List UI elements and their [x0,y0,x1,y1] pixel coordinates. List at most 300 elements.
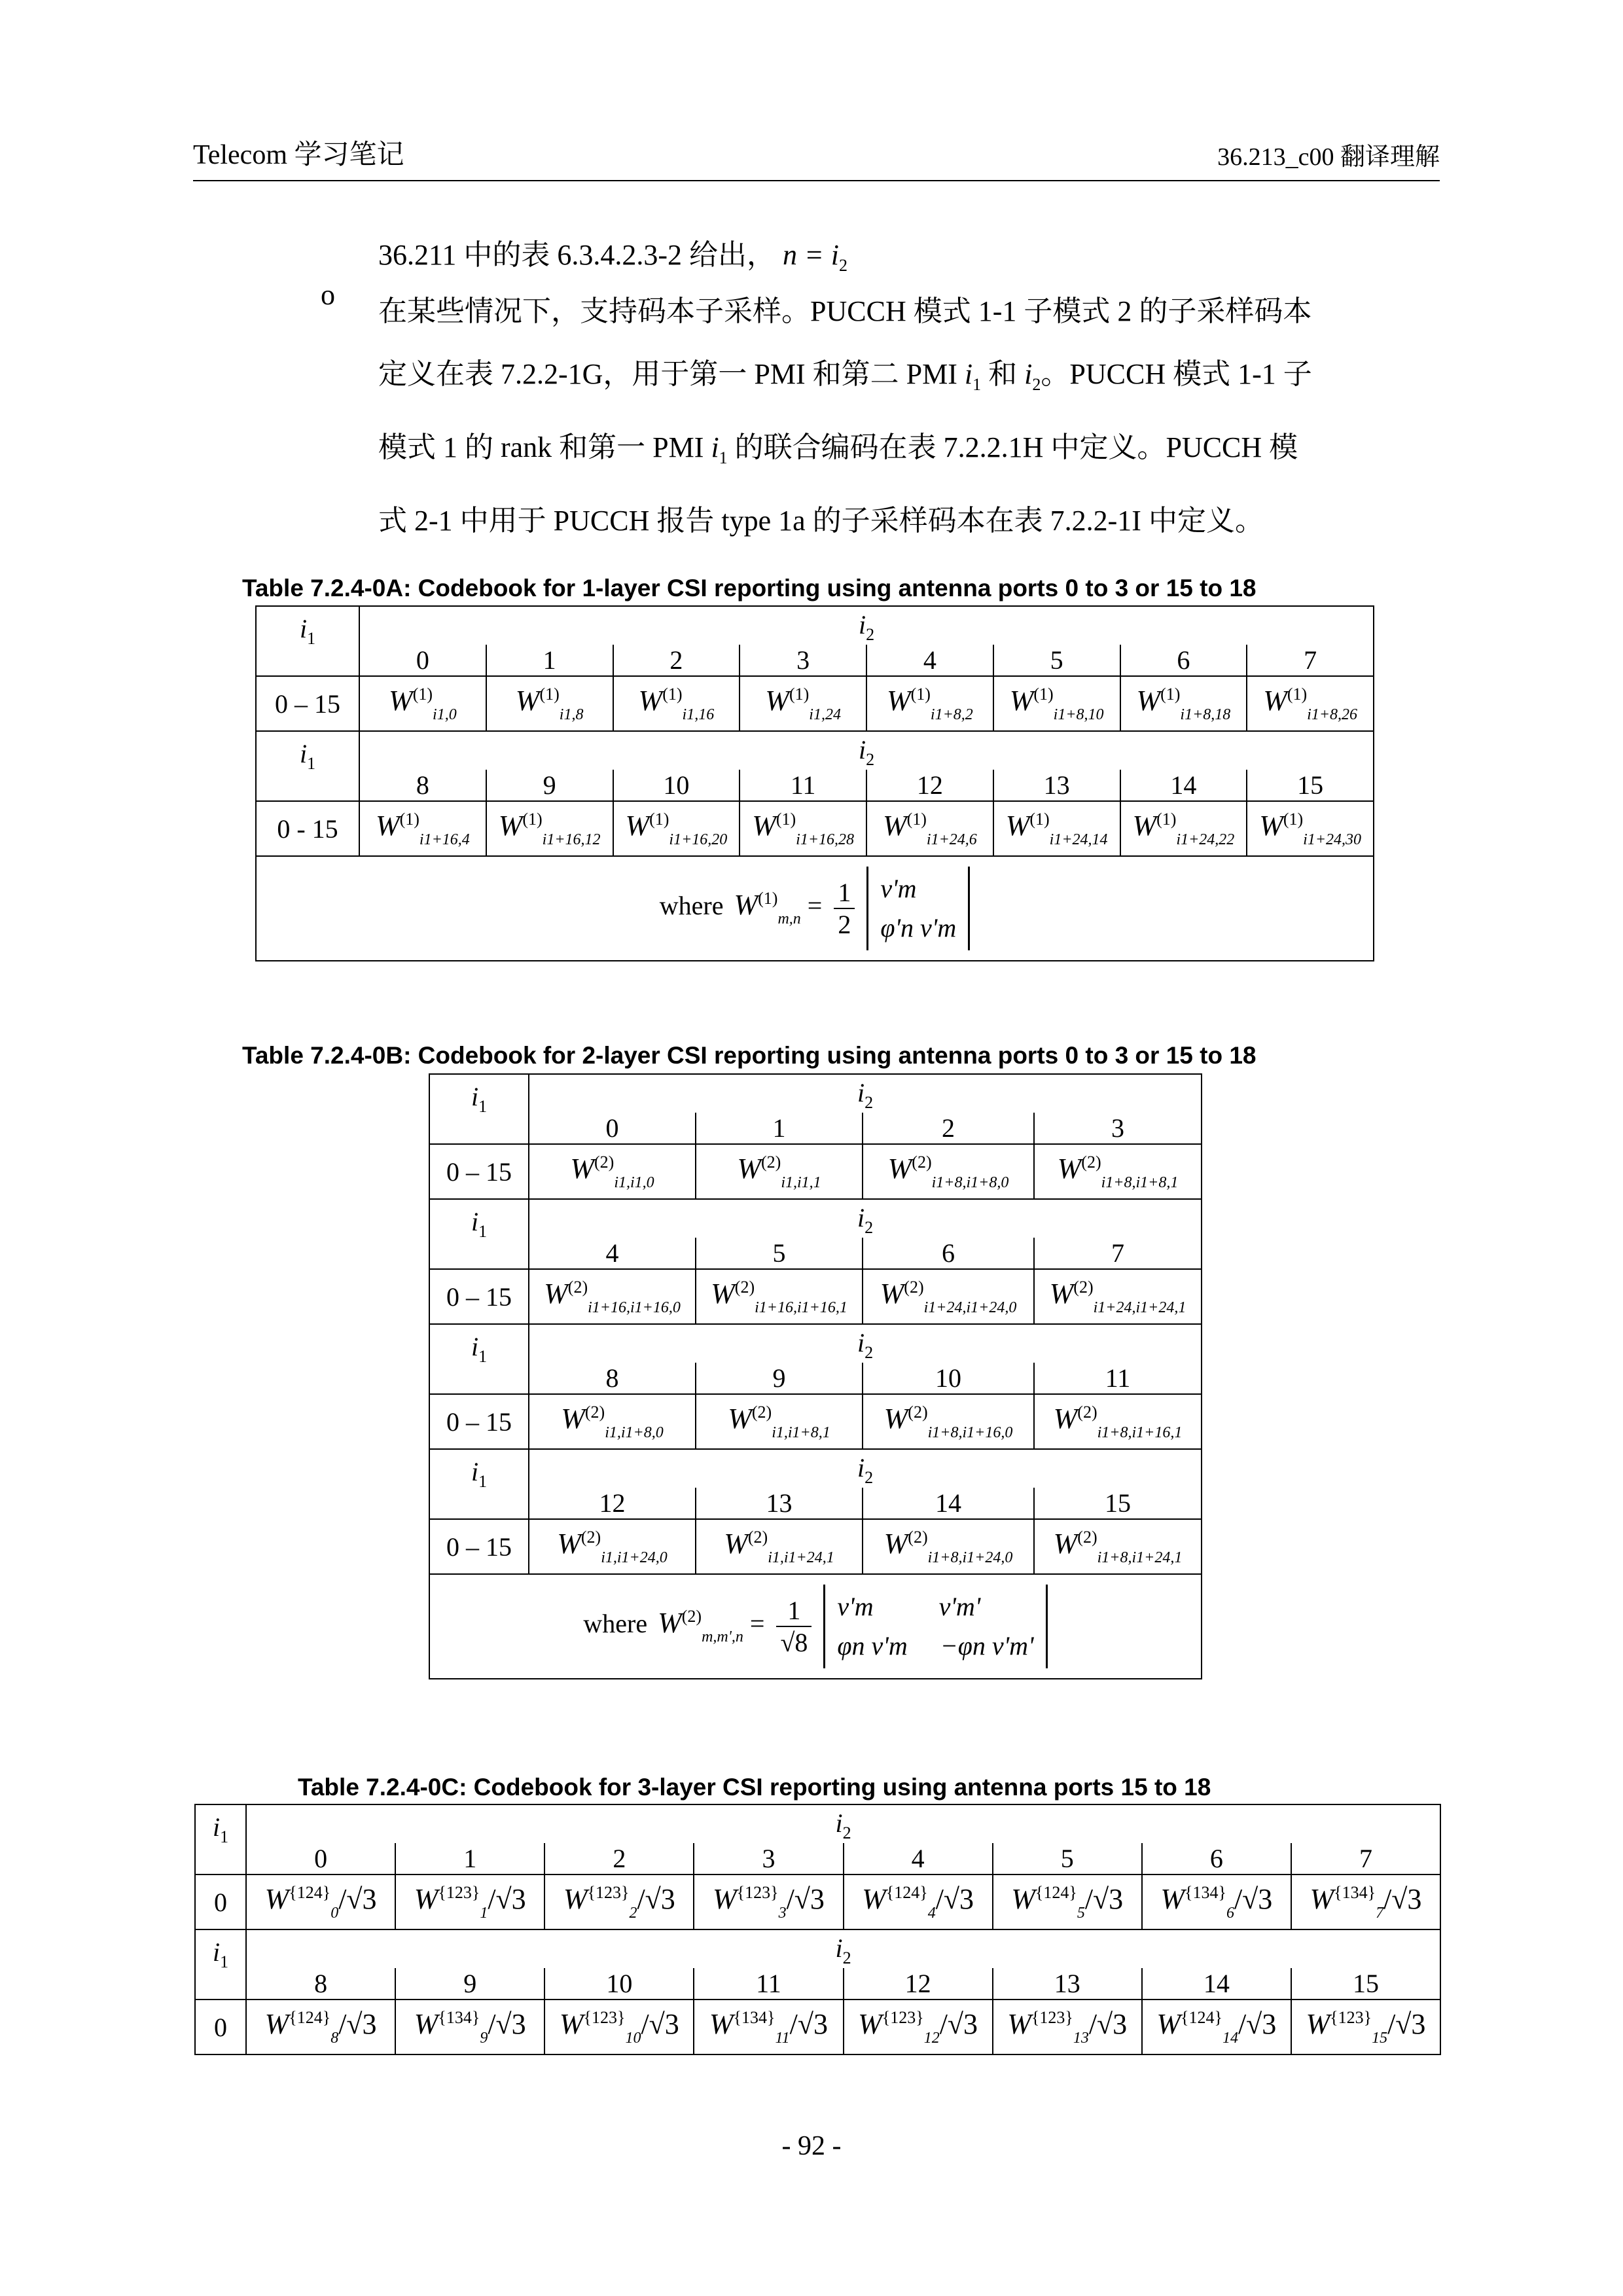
codeword-W: W [1057,1152,1082,1185]
i2-sub: 2 [865,1218,874,1237]
i1-range-cell: 0 – 15 [429,1144,529,1199]
codeword-sub: 0 [330,1904,339,1922]
codeword-sup: (1) [1033,684,1054,704]
para2-c-i1-sub: 1 [719,448,728,467]
codeword-cell [529,1144,696,1199]
codeword-sup: (1) [1283,809,1304,829]
codeword-sup: {124} [289,1882,331,1902]
codeword [570,1152,654,1191]
codeword-sub: 10 [625,2029,641,2047]
codeword-sup: (2) [912,1152,932,1172]
codeword-sub: 14 [1222,2029,1238,2047]
i2-index-cell: 0 [246,1843,395,1874]
codeword-sup: (1) [539,684,560,704]
index-row [429,1488,1202,1519]
codeword-sup: {134} [438,2007,480,2027]
i2-letter: i [857,1203,865,1232]
i1-label [299,739,316,773]
codeword-sup: (1) [789,684,810,704]
codeword [375,809,470,848]
i2-index-cell: 1 [486,645,613,676]
codeword-sub: 1 [480,1904,488,1922]
codeword [1259,809,1362,848]
where-matrix [866,867,970,950]
codeword-sup: {123} [583,2007,626,2027]
codeword [1136,684,1231,723]
i2-index-cell: 15 [1247,770,1374,801]
codeword [709,2007,829,2047]
i1-label [212,1812,229,1846]
codeword-cell [1142,1874,1291,1929]
i2-index-cell: 0 [359,645,486,676]
para2-line-d: 式 2-1 中用于 PUCCH 报告 type 1a 的子采样码本在表 7.2.2-1I 中定义。 [378,505,1264,537]
codeword-sub: i1+16,4 [419,831,470,848]
i1-sub: 1 [220,1952,229,1971]
codeword [414,1882,526,1922]
line1-formula: n = i [783,239,839,271]
codeword-W: W [561,1402,585,1435]
i2-sub: 2 [865,1468,874,1487]
i2-index-cell: 10 [863,1363,1034,1394]
codeword [1132,809,1235,848]
codeword-row [195,2000,1440,2054]
codeword-sub: i1+24,i1+24,1 [1093,1299,1186,1316]
codeword-W: W [1263,684,1287,717]
codeword [264,2007,377,2047]
codeword-div: /√3 [338,2007,377,2040]
fraction-numerator: 1 [834,877,855,909]
codeword-sub: i1,i1+8,1 [772,1424,830,1441]
codeword-cell [1142,2000,1291,2054]
codeword-sub: i1+8,i1+8,1 [1101,1174,1179,1191]
codeword-div: /√3 [488,1882,526,1915]
codeword-sub: i1+24,22 [1176,831,1235,848]
codeword-cell [696,1269,863,1324]
codeword [765,684,841,723]
page-header [193,134,1440,181]
i2-index-cell: 7 [1034,1238,1202,1269]
i2-index-cell: 5 [696,1238,863,1269]
codeword-cell [529,1519,696,1574]
codeword-cell [613,676,740,731]
codeword-sup: {123} [736,1882,779,1902]
i2-index-cell: 4 [529,1238,696,1269]
para2-line-a: 在某些情况下，支持码本子采样。PUCCH 模式 1-1 子模式 2 的子采样码本 [378,295,1312,327]
codeword-sup: (2) [760,1152,781,1172]
codeword-W: W [1306,2007,1330,2040]
index-row [256,645,1374,676]
codeword-sup: {123} [882,2007,924,2027]
codeword-sup: (2) [1073,1277,1094,1297]
codeword-sub: i1+8,26 [1307,706,1358,723]
i2-header-cell [359,606,1374,645]
i2-index-cell: 1 [696,1113,863,1144]
header-row [429,1074,1202,1113]
codeword-cell [993,801,1120,856]
para2-b-i1-sub: 1 [972,375,982,394]
codeword-sup: {123} [1031,2007,1073,2027]
where-W-letter: W [734,889,758,922]
codeword-W: W [1156,2007,1181,2040]
page-number: - 92 - [781,2131,842,2161]
codeword-W: W [752,809,776,842]
codeword [1053,1402,1183,1441]
para2-b-and: 和 [981,358,1025,390]
codeword-W: W [264,1882,289,1915]
i1-range-cell: 0 – 15 [429,1519,529,1574]
codeword-row [429,1394,1202,1449]
codeword-W: W [515,684,540,717]
codeword-cell [613,801,740,856]
table-a [255,605,1374,961]
i1-sub: 1 [478,1472,488,1491]
codeword-sub: i1,16 [682,706,715,723]
codeword-sup: (1) [906,809,927,829]
i2-letter: i [858,735,866,764]
codeword-cell [529,1269,696,1324]
i2-label [857,1453,874,1487]
codeword-W: W [563,1882,588,1915]
header-row [195,1804,1440,1843]
matrix-row-1: v'm v'm' [837,1592,981,1621]
codeword-div: /√3 [338,1882,377,1915]
codeword-div: /√3 [789,2007,829,2040]
i1-header-cell [256,606,359,676]
codeword-cell [486,801,613,856]
i1-header-cell [429,1449,529,1519]
codeword-cell [1034,1144,1202,1199]
i1-range-cell: 0 – 15 [429,1394,529,1449]
where-matrix [823,1585,1047,1668]
i1-label [471,1082,488,1116]
codeword-sup: (2) [751,1402,772,1422]
header-row [256,606,1374,645]
codeword-sub: 8 [330,2029,339,2047]
matrix-row-1: v'm [880,874,917,903]
codeword-W: W [389,684,413,717]
codeword-cell [359,676,486,731]
i1-sub: 1 [307,629,316,648]
para2-c-i1: i [711,431,719,463]
codeword-sup: {123} [1330,2007,1372,2027]
codeword-cell [544,2000,694,2054]
i2-index-cell: 12 [529,1488,696,1519]
i2-sub: 2 [866,750,875,769]
i1-range-cell: 0 – 15 [429,1269,529,1324]
para2-c-text: 模式 1 的 rank 和第一 PMI [378,431,704,463]
codeword-row [256,801,1374,856]
codeword-sub: i1+8,18 [1180,706,1231,723]
codeword-W: W [887,1152,912,1185]
i2-index-cell: 6 [863,1238,1034,1269]
codeword-row [256,676,1374,731]
codeword-sub: i1+16,i1+16,1 [755,1299,847,1316]
codeword-W: W [1310,1882,1334,1915]
i1-sub: 1 [478,1097,488,1116]
table-c [194,1804,1441,2055]
codeword-W: W [1136,684,1161,717]
codeword-sup: (2) [580,1527,601,1547]
codeword-W: W [375,809,400,842]
codeword-div: /√3 [1383,1882,1422,1915]
i1-letter: i [471,1332,479,1361]
codeword [883,1527,1013,1566]
codeword-sup: {123} [587,1882,630,1902]
codeword-cell [993,1874,1142,1929]
codeword-sup: (2) [584,1402,605,1422]
para2-b-i2: i [1024,358,1033,390]
codeword-W: W [1053,1527,1078,1560]
codeword-cell [863,1394,1034,1449]
codeword [1160,1882,1273,1922]
index-row [256,770,1374,801]
header-left: Telecom 学习笔记 [193,140,404,170]
para2-line-c [378,416,1440,490]
codeword-sub: i1+8,2 [930,706,973,723]
codeword-W: W [886,684,911,717]
i2-index-cell: 14 [1120,770,1247,801]
codeword-W: W [737,1152,761,1185]
codeword-W: W [1005,809,1030,842]
codeword [711,1277,847,1316]
codeword-sub: i1+24,14 [1049,831,1108,848]
table-b [429,1073,1202,1679]
codeword-sub: i1+16,12 [542,831,601,848]
codeword-sub: i1+8,i1+16,0 [927,1424,1013,1441]
i2-index-cell: 3 [740,645,866,676]
para2-b-tail: 。PUCCH 模式 1-1 子 [1041,358,1312,390]
i1-header-cell [429,1074,529,1144]
index-row [195,1843,1440,1874]
codeword [737,1152,821,1191]
index-row [429,1363,1202,1394]
fraction-numerator: 1 [776,1595,812,1627]
i2-index-cell: 8 [246,1968,395,2000]
i2-index-cell: 9 [696,1363,863,1394]
i1-range-cell: 0 [195,1874,246,1929]
codeword [1057,1152,1179,1191]
i2-index-cell: 2 [544,1843,694,1874]
where-cell: where $W^{(2)}_{m,m',n}$ = $\frac{1}{√8}$ v'm v'm' φn v'm −φn v'm' [429,1574,1202,1679]
codeword-cell [866,676,993,731]
codeword-sub: i1+16,i1+16,0 [588,1299,681,1316]
where-W [734,889,801,928]
i2-index-cell: 7 [1291,1843,1440,1874]
codeword-W: W [765,684,789,717]
header-right: 36.213_c00 翻译理解 [1217,143,1440,171]
codeword-cell [740,676,866,731]
i1-range-cell: 0 – 15 [256,676,359,731]
i2-letter: i [857,1453,865,1482]
i2-index-cell: 9 [395,1968,544,2000]
i2-index-cell: 8 [529,1363,696,1394]
codeword-cell [863,1144,1034,1199]
codeword-sub: 15 [1372,2029,1388,2047]
codeword-cell [395,2000,544,2054]
codeword-sub: 2 [629,1904,637,1922]
codeword-W: W [883,1527,908,1560]
codeword [1007,2007,1128,2047]
codeword-cell [1247,676,1374,731]
i2-index-cell: 14 [863,1488,1034,1519]
codeword-sub: i1+24,30 [1303,831,1362,848]
codeword-row [195,1874,1440,1929]
codeword-row [429,1269,1202,1324]
codeword-sup: (1) [412,684,433,704]
para2-b-i1: i [964,358,973,390]
codeword [724,1527,834,1566]
codeword-cell [844,1874,993,1929]
codeword-div: /√3 [1084,1882,1124,1915]
codeword-row [429,1519,1202,1574]
codeword-W: W [882,809,907,842]
codeword [1009,684,1104,723]
i1-letter: i [299,739,308,768]
codeword-W: W [711,1277,735,1310]
i1-sub: 1 [478,1222,488,1241]
codeword-sub: i1+16,20 [669,831,728,848]
where-W-sub: m,m',n [702,1628,743,1646]
codeword-cell [1291,2000,1440,2054]
i2-letter: i [835,1808,843,1838]
codeword [563,1882,675,1922]
codeword-sup: {124} [1180,2007,1222,2027]
codeword [498,809,601,848]
i2-index-cell: 12 [844,1968,993,2000]
i2-index-cell: 10 [544,1968,694,2000]
i1-sub: 1 [220,1827,229,1846]
codeword [880,1277,1017,1316]
where-row [429,1574,1202,1679]
i2-index-cell: 5 [993,645,1120,676]
i2-letter: i [835,1933,843,1963]
i1-range-cell: 0 [195,2000,246,2054]
i2-letter: i [857,1078,865,1107]
i1-label [471,1207,488,1241]
i1-header-cell [195,1929,246,2000]
where-cell: where $W^{(1)}_{m,n}$ = $\frac{1}{2}$ v'm φ'n v'm [256,856,1374,961]
codeword [752,809,855,848]
codeword-W: W [1259,809,1283,842]
codeword-cell [1034,1269,1202,1324]
line1-formula-sub: 2 [838,256,847,275]
header-row [429,1324,1202,1363]
i2-sub: 2 [865,1093,874,1112]
i2-index-cell: 13 [993,770,1120,801]
para2-b-i2-sub: 2 [1032,375,1041,394]
para2-b-text: 定义在表 7.2.2-1G，用于第一 PMI 和第二 PMI [378,358,957,390]
i2-index-cell: 8 [359,770,486,801]
codeword-cell [863,1519,1034,1574]
codeword-cell [863,1269,1034,1324]
i1-letter: i [212,1812,221,1842]
codeword [1011,1882,1124,1922]
i1-header-cell [429,1199,529,1269]
codeword-sub: i1+24,6 [926,831,977,848]
codeword-W: W [414,1882,438,1915]
codeword-sup: (1) [776,809,796,829]
i2-label [835,1933,851,1967]
codeword-sup: (2) [908,1527,928,1547]
i2-index-cell: 13 [993,1968,1142,2000]
codeword-sub: i1,i1,0 [614,1174,654,1191]
i2-label [858,610,875,644]
i2-sub: 2 [866,625,875,644]
codeword-div: /√3 [488,2007,526,2040]
codeword-sup: (2) [1081,1152,1101,1172]
codeword-div: /√3 [641,2007,679,2040]
codeword-cell [1247,801,1374,856]
codeword-W: W [709,2007,734,2040]
codeword [858,2007,978,2047]
codeword-sup: (1) [910,684,931,704]
codeword-W: W [559,2007,584,2040]
i2-letter: i [858,610,866,639]
codeword-sub: i1,i1+24,0 [601,1549,668,1566]
codeword-sub: i1+8,10 [1053,706,1104,723]
codeword-sup: (2) [904,1277,924,1297]
where-W-letter: W [658,1607,682,1640]
codeword-sub: i1,i1+8,0 [605,1424,664,1441]
codeword-sup: (1) [649,809,669,829]
codeword-cell [993,676,1120,731]
i2-header-cell [529,1199,1202,1238]
codeword-sub: 13 [1073,2029,1089,2047]
codeword [625,809,728,848]
codeword-W: W [1007,2007,1031,2040]
codeword [1049,1277,1186,1316]
codeword-W: W [625,809,650,842]
i1-letter: i [299,614,308,643]
codeword-sub: 9 [480,2029,488,2047]
codeword-div: /√3 [1238,2007,1277,2040]
i2-index-cell: 7 [1247,645,1374,676]
codeword-cell [696,1144,863,1199]
codeword [882,809,977,848]
codeword [544,1277,681,1316]
i2-index-cell: 2 [613,645,740,676]
codeword-cell [696,1519,863,1574]
codeword-sub: i1,0 [433,706,457,723]
codeword-sup: (1) [1160,684,1181,704]
i2-index-cell: 10 [613,770,740,801]
i2-header-cell [246,1804,1440,1843]
codeword [414,2007,526,2047]
fraction-denominator: 2 [838,910,851,939]
i2-index-cell: 11 [740,770,866,801]
i2-sub: 2 [842,1948,851,1967]
codeword-W: W [544,1277,568,1310]
i2-index-cell: 6 [1120,645,1247,676]
codeword-sup: (1) [1287,684,1308,704]
codeword-div: /√3 [1088,2007,1128,2040]
paragraph-2 [378,280,1440,552]
codeword-sup: {123} [438,1882,480,1902]
codeword [1053,1527,1183,1566]
codeword [1310,1882,1422,1922]
codeword-sup: {134} [1184,1882,1226,1902]
codeword-sup: (1) [662,684,683,704]
i1-header-cell [256,731,359,801]
codeword-W: W [712,1882,737,1915]
codeword-W: W [1049,1277,1074,1310]
codeword-div: /√3 [1234,1882,1273,1915]
i1-letter: i [212,1937,221,1967]
codeword [638,684,715,723]
where-W [658,1607,743,1646]
codeword-sup: (2) [734,1277,755,1297]
i2-index-cell: 4 [844,1843,993,1874]
